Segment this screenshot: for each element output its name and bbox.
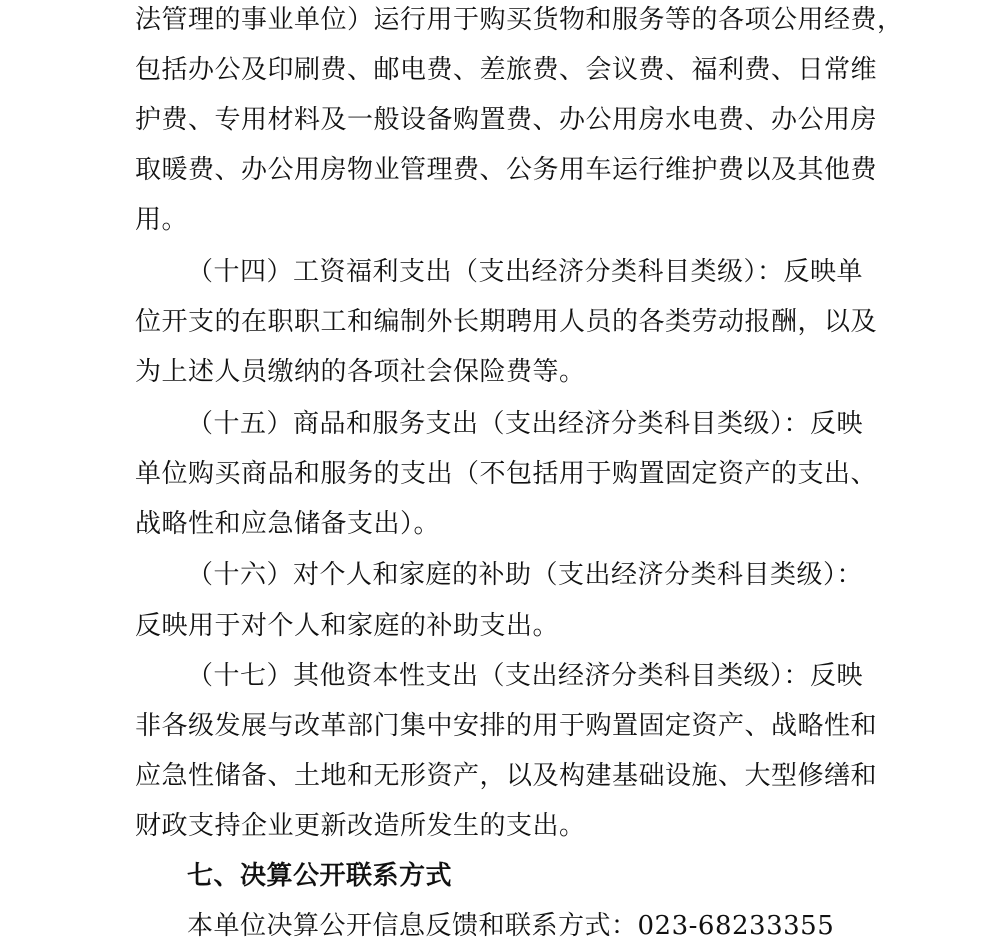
text-line: 护费、专用材料及一般设备购置费、办公用房水电费、办公用房 (135, 105, 878, 135)
section-heading: 七、决算公开联系方式 (187, 861, 453, 891)
text-line: 财政支持企业更新改造所发生的支出。 (135, 811, 586, 841)
text-line: 单位购买商品和服务的支出（不包括用于购置固定资产的支出、 (135, 459, 878, 489)
paragraph-14-first-line: （十四）工资福利支出（支出经济分类科目类级）：反映单 (187, 257, 864, 287)
text-line: 应急性储备、土地和无形资产，以及构建基础设施、大型修缮和 (135, 761, 878, 791)
text-line: 用。 (135, 205, 189, 235)
contact-line: 本单位决算公开信息反馈和联系方式：023-68233355 (187, 911, 835, 941)
text-line: 位开支的在职职工和编制外长期聘用人员的各类劳动报酬，以及 (135, 307, 878, 337)
text-line: 法管理的事业单位）运行用于购买货物和服务等的各项公用经费， (135, 5, 904, 35)
text-line: 战略性和应急储备支出）。 (135, 509, 441, 539)
paragraph-16-first-line: （十六）对个人和家庭的补助（支出经济分类科目类级）： (187, 560, 864, 590)
text-line: 反映用于对个人和家庭的补助支出。 (135, 611, 560, 641)
text-line: 取暖费、办公用房物业管理费、公务用车运行维护费以及其他费 (135, 155, 878, 185)
paragraph-15-first-line: （十五）商品和服务支出（支出经济分类科目类级）：反映 (187, 409, 864, 439)
text-line: 包括办公及印刷费、邮电费、差旅费、会议费、福利费、日常维 (135, 55, 878, 85)
text-line: 为上述人员缴纳的各项社会保险费等。 (135, 357, 586, 387)
text-line: 非各级发展与改革部门集中安排的用于购置固定资产、战略性和 (135, 711, 878, 741)
paragraph-17-first-line: （十七）其他资本性支出（支出经济分类科目类级）：反映 (187, 661, 864, 691)
